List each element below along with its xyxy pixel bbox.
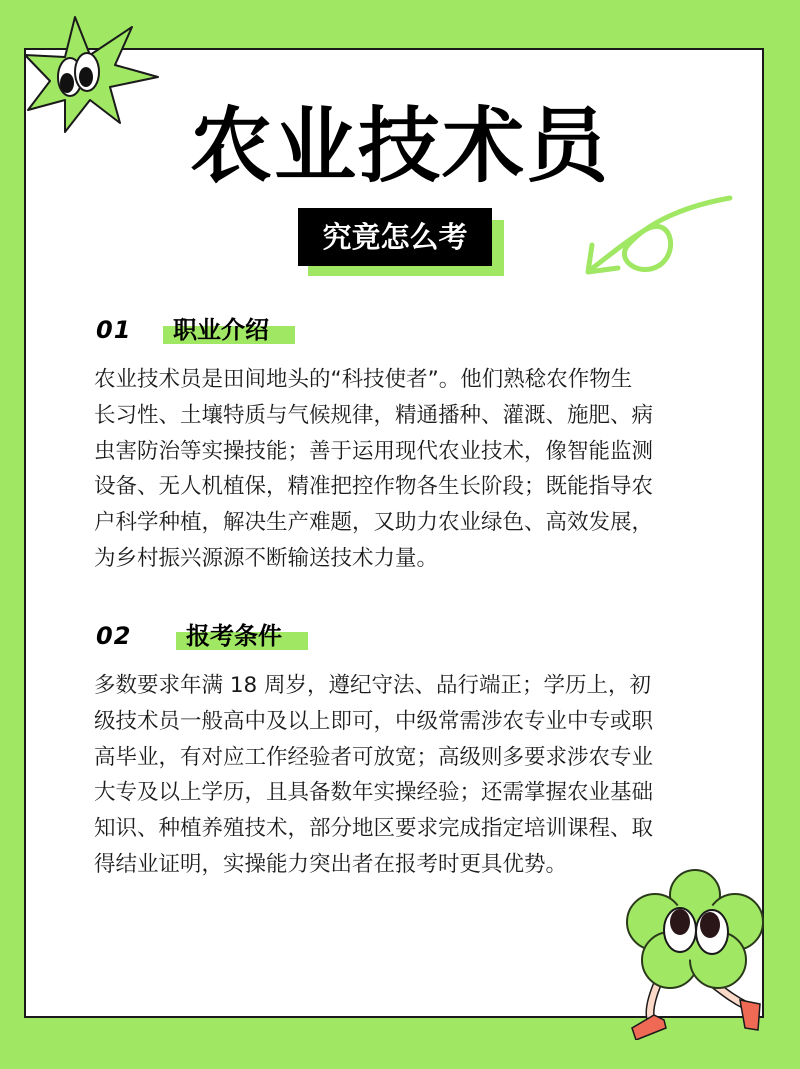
curly-arrow-icon [580,190,750,280]
section-body [94,362,714,577]
body-line: 知识、种植养殖技术，部分地区要求完成指定培训课程、取 [94,816,654,842]
body-line: 多数要求年满 18 周岁，遵纪守法、品行端正；学历上，初 [94,673,652,698]
section-number: 01 [96,316,132,344]
body-line: 高毕业，有对应工作经验者可放宽；高级则多要求涉农专业 [94,744,654,770]
page-title: 农业技术员 [189,99,610,194]
body-line: 虫害防治等实操技能；善于运用现代农业技术，像智能监测 [94,438,654,464]
subtitle-badge: 究竟怎么考 [298,208,492,266]
body-line: 大专及以上学历，且具备数年实操经验；还需掌握农业基础 [94,780,654,806]
body-line: 设备、无人机植保，精准把控作物各生长阶段；既能指导农 [94,474,654,500]
body-line: 得结业证明，实操能力突出者在报考时更具优势。 [94,851,568,877]
body-line: 长习性、土壤特质与气候规律，精通播种、灌溉、施肥、病 [94,402,654,428]
section-title: 报考条件 [186,622,282,650]
body-line: 为乡村振兴源源不断输送技术力量。 [94,545,439,571]
body-line: 农业技术员是田间地头的“科技使者”。他们熟稔农作物生 [94,367,633,392]
section-title: 职业介绍 [173,316,269,344]
section-body [94,668,714,883]
flower-mascot-icon [610,860,780,1040]
body-line: 户科学种植，解决生产难题，又助力农业绿色、高效发展， [94,510,654,536]
section-number: 02 [96,622,132,650]
body-line: 级技术员一般高中及以上即可，中级常需涉农专业中专或职 [94,708,654,734]
